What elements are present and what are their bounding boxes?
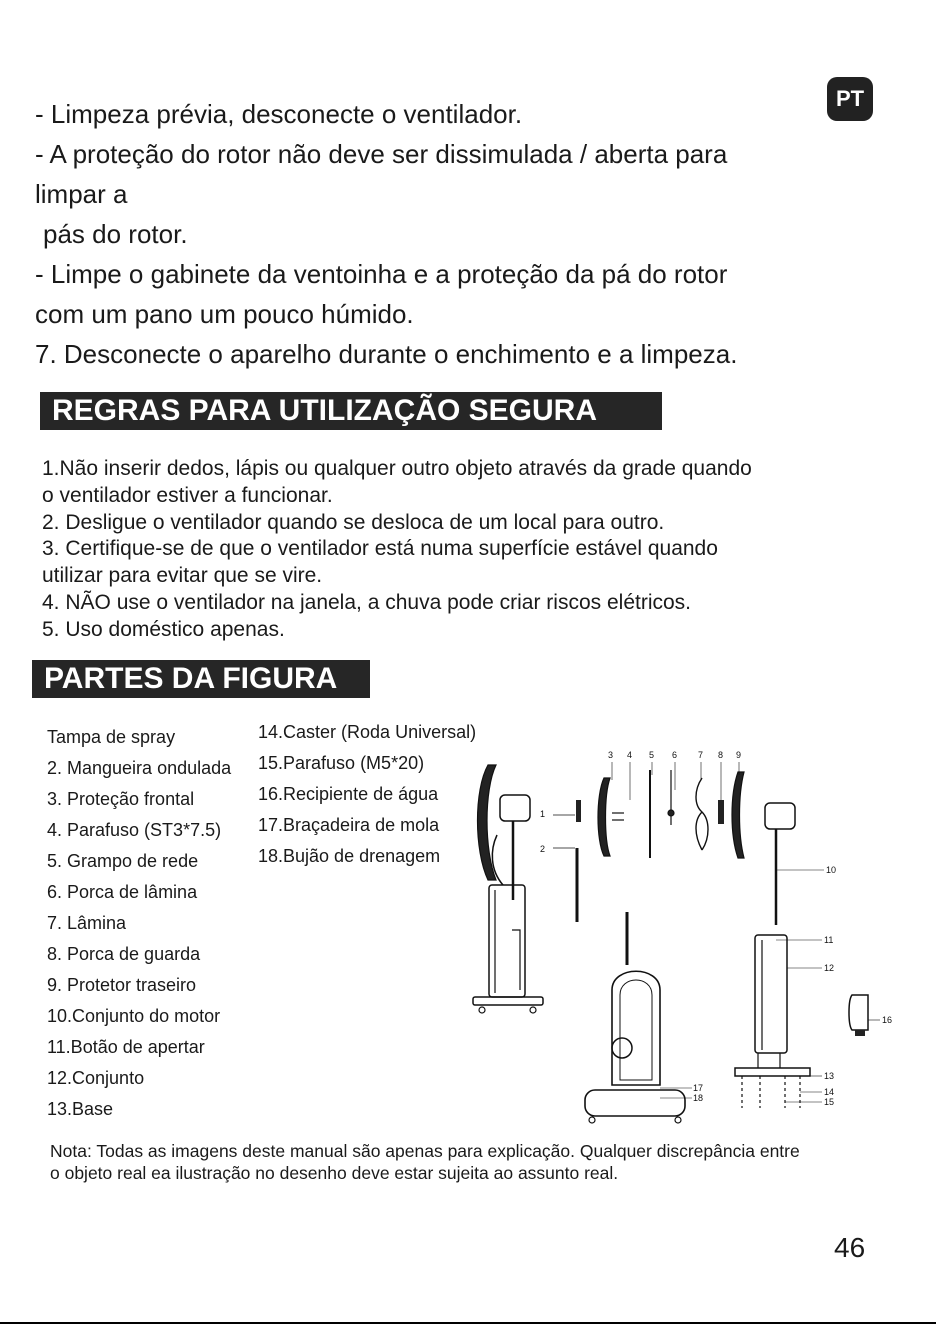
water-tank: [849, 995, 880, 1036]
part-item: 15.Parafuso (M5*20): [258, 753, 425, 773]
page-number: 46: [834, 1232, 866, 1263]
part-item: 18.Bujão de drenagem: [258, 846, 441, 866]
callout-10: 10: [826, 865, 837, 875]
callout-4: 4: [627, 750, 633, 760]
part-item: 10.Conjunto do motor: [47, 1006, 221, 1026]
intro-line: - A proteção do rotor não deve ser dissimulada / aberta para: [35, 139, 728, 169]
fan-exploded-diagram: [465, 745, 905, 1135]
intro-line: - Limpeza prévia, desconecte o ventilador.: [35, 99, 523, 129]
callout-1: 1: [540, 809, 546, 819]
rule-line: 1.Não inserir dedos, lápis ou qualquer outro objeto através da grade quando: [42, 457, 752, 480]
callout-8: 8: [718, 750, 724, 760]
callout-7: 7: [698, 750, 704, 760]
callout-18: 18: [693, 1093, 704, 1103]
part-item: 3. Proteção frontal: [47, 789, 195, 809]
part-item: 6. Porca de lâmina: [47, 882, 198, 902]
callout-9: 9: [736, 750, 742, 760]
part-item: 13.Base: [47, 1099, 114, 1119]
intro-line: pás do rotor.: [43, 219, 188, 249]
exploded-parts: [553, 770, 744, 922]
intro-line: 7. Desconecte o aparelho durante o enchimento e a limpeza.: [35, 339, 738, 369]
callout-5: 5: [649, 750, 655, 760]
part-item: 17.Braçadeira de mola: [258, 815, 440, 835]
callout-3: 3: [608, 750, 614, 760]
part-item: 12.Conjunto: [47, 1068, 145, 1088]
part-item: 4. Parafuso (ST3*7.5): [47, 820, 222, 840]
callout-6: 6: [672, 750, 678, 760]
part-item: 7. Lâmina: [47, 913, 127, 933]
intro-line: - Limpe o gabinete da ventoinha e a proteção da pá do rotor: [35, 259, 728, 289]
parts-list-right: [258, 717, 476, 872]
part-item: 8. Porca de guarda: [47, 944, 201, 964]
part-item: Tampa de spray: [47, 727, 176, 747]
rule-line: 4. NÃO use o ventilador na janela, a chuva pode criar riscos elétricos.: [42, 590, 692, 614]
callout-16: 16: [882, 1015, 893, 1025]
callout-11: 11: [824, 935, 834, 945]
center-tank-unit: [585, 912, 692, 1123]
callout-13: 13: [824, 1071, 835, 1081]
rule-line: 5. Uso doméstico apenas.: [42, 617, 285, 641]
safety-rules-list: [42, 456, 882, 644]
intro-text: [35, 94, 835, 374]
intro-line: com um pano um pouco húmido.: [35, 299, 414, 329]
note-line: o objeto real ea ilustração no desenho deve estar sujeita ao assunto real.: [50, 1163, 619, 1183]
part-item: 14.Caster (Roda Universal): [258, 722, 477, 742]
part-item: 2. Mangueira ondulada: [47, 758, 232, 778]
rule-line: 3. Certifique-se de que o ventilador está numa superfície estável quando: [42, 537, 718, 561]
rule-line: utilizar para evitar que se vire.: [42, 564, 323, 588]
part-item: 11.Botão de apertar: [47, 1037, 205, 1057]
parts-heading: PARTES DA FIGURA: [32, 660, 370, 698]
assembled-fan-side-view: [473, 765, 546, 1013]
part-item: 9. Protetor traseiro: [47, 975, 197, 995]
language-badge: PT: [827, 77, 873, 121]
callout-2: 2: [540, 844, 546, 854]
parts-list-left: [47, 722, 231, 1125]
part-item: 16.Recipiente de água: [258, 784, 439, 804]
callout-numbers: [540, 750, 892, 1107]
rule-line: 2. Desligue o ventilador quando se desloca de um local para outro.: [42, 510, 665, 534]
rule-line: o ventilador estiver a funcionar.: [42, 483, 333, 507]
safety-rules-heading: REGRAS PARA UTILIZAÇÃO SEGURA: [40, 392, 662, 430]
note-line: Nota: Todas as imagens deste manual são apenas para explicação. Qualquer discrepância entre: [50, 1141, 800, 1161]
callout-lines: [612, 762, 739, 800]
callout-12: 12: [824, 963, 835, 973]
note-text: [50, 1140, 880, 1184]
assembled-fan-front-view: [735, 803, 824, 1108]
part-item: 5. Grampo de rede: [47, 851, 199, 871]
callout-14: 14: [824, 1087, 835, 1097]
callout-17: 17: [693, 1083, 704, 1093]
callout-15: 15: [824, 1097, 835, 1107]
intro-line: limpar a: [35, 179, 128, 209]
